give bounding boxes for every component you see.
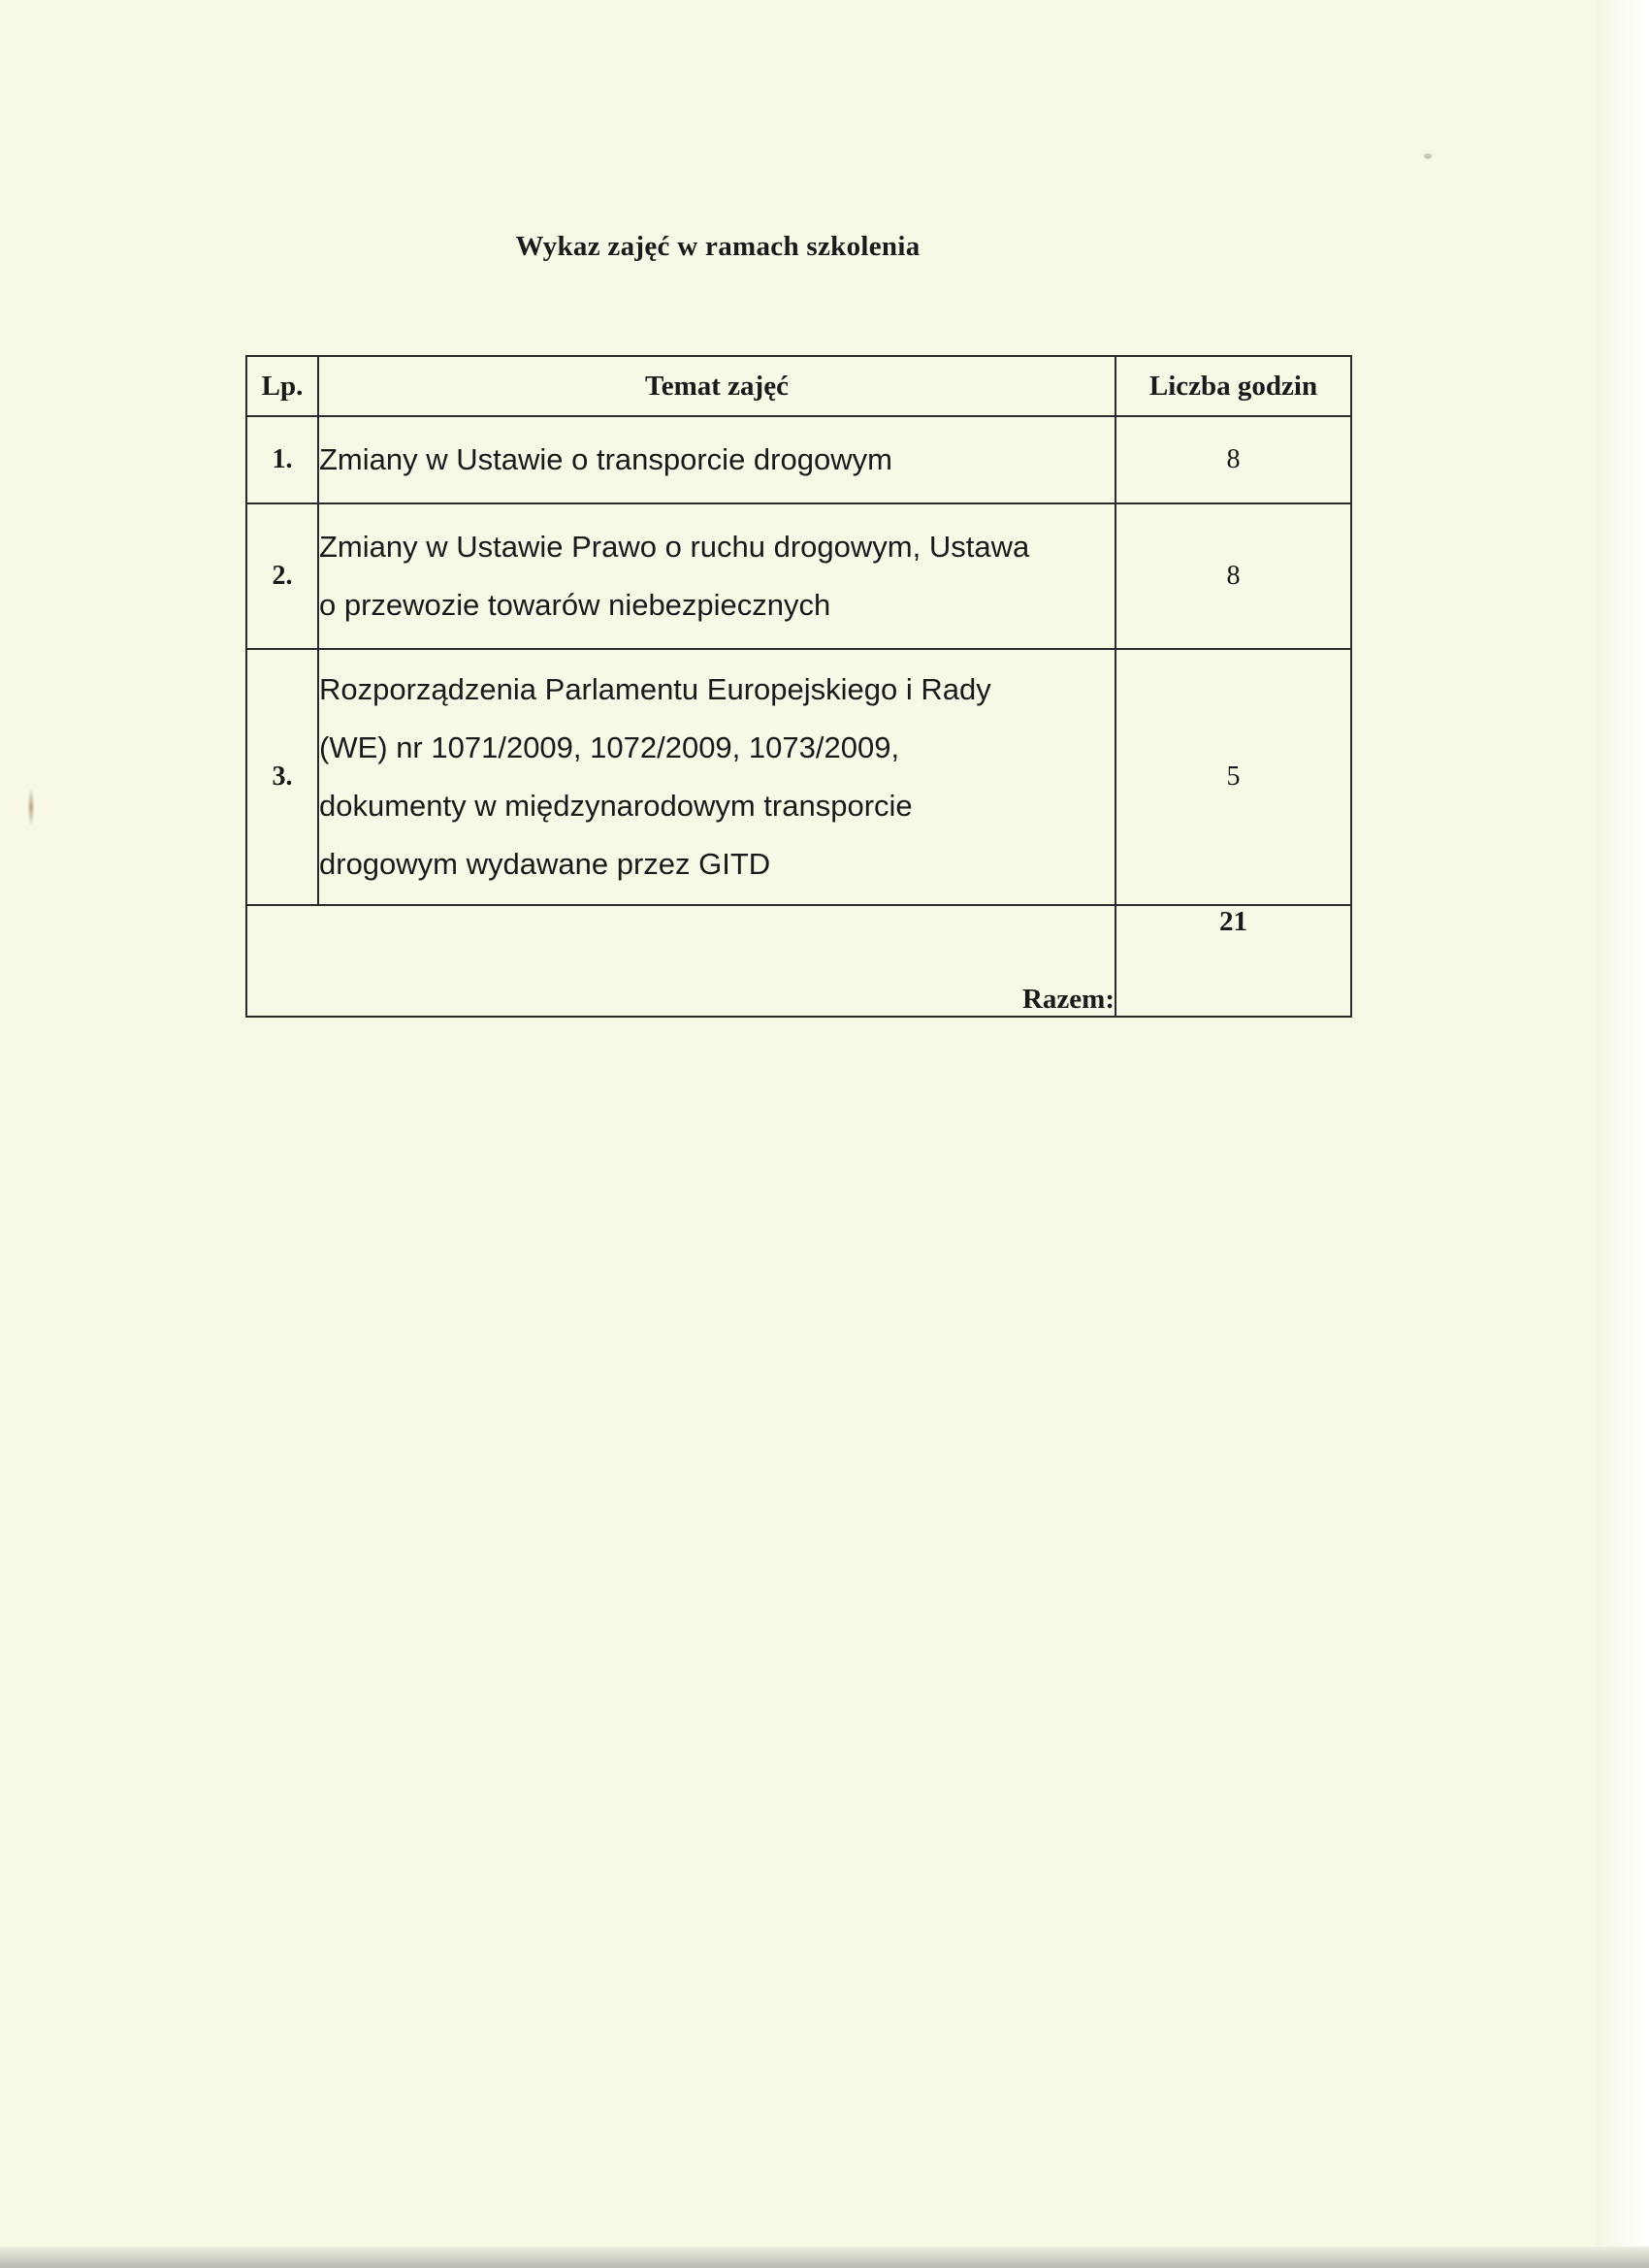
total-label: Razem: — [246, 905, 1116, 1017]
topic-line: Rozporządzenia Parlamentu Europejskiego i Rady — [319, 672, 991, 706]
total-row — [246, 905, 1351, 1017]
row-hours: 8 — [1116, 503, 1351, 649]
row-topic — [318, 416, 1116, 503]
row-number: 1. — [246, 416, 318, 503]
header-hours: Liczba godzin — [1116, 356, 1351, 416]
schedule-table — [245, 355, 1352, 1018]
row-number: 3. — [246, 649, 318, 905]
table-header-row — [246, 356, 1351, 416]
row-hours: 8 — [1116, 416, 1351, 503]
table-row — [246, 503, 1351, 649]
scanner-bottom-edge — [0, 2247, 1649, 2268]
row-hours: 5 — [1116, 649, 1351, 905]
topic-line: o przewozie towarów niebezpiecznych — [319, 588, 831, 622]
topic-line: dokumenty w międzynarodowym transporcie — [319, 789, 913, 823]
topic-line: drogowym wydawane przez GITD — [319, 847, 771, 881]
header-topic: Temat zajęć — [318, 356, 1116, 416]
row-topic — [318, 649, 1116, 905]
topic-line: (WE) nr 1071/2009, 1072/2009, 1073/2009, — [319, 730, 900, 764]
document-title: Wykaz zajęć w ramach szkolenia — [515, 231, 921, 262]
table-row — [246, 416, 1351, 503]
paper-stain — [27, 788, 35, 826]
row-topic — [318, 503, 1116, 649]
table-row — [246, 649, 1351, 905]
topic-line: Zmiany w Ustawie Prawo o ruchu drogowym, Ustawa — [319, 530, 1030, 564]
total-value: 21 — [1116, 905, 1351, 1017]
row-number: 2. — [246, 503, 318, 649]
topic-line: Zmiany w Ustawie o transporcie drogowym — [319, 442, 892, 476]
header-lp: Lp. — [246, 356, 318, 416]
paper-speck — [1424, 153, 1432, 159]
page-right-edge — [1596, 0, 1649, 2268]
